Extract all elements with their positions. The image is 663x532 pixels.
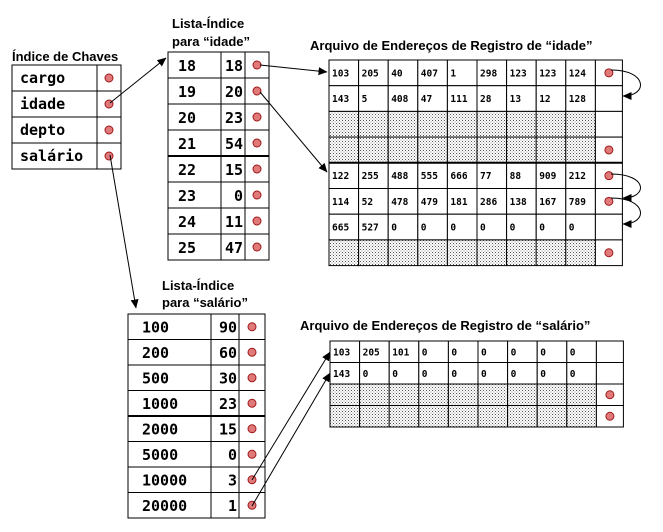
address-cell [508, 406, 538, 428]
address-value: 488 [391, 171, 409, 183]
address-cell [478, 384, 508, 406]
address-value: 0 [392, 368, 398, 380]
pointer-dot-icon [605, 249, 613, 257]
arrow-salario-to-list [110, 155, 136, 308]
pointer-dot-icon [253, 243, 261, 251]
address-cell [477, 111, 507, 137]
address-value: 0 [391, 222, 397, 234]
key-label: salário [20, 147, 84, 165]
address-cell [389, 406, 419, 428]
pointer-dot-icon [606, 391, 614, 399]
address-value: 0 [421, 368, 428, 380]
pointer-dot-icon [253, 165, 261, 173]
idade-index-list [168, 52, 269, 260]
list-count-value: 1 [227, 497, 237, 515]
list-count-value: 23 [218, 395, 237, 413]
address-cell [477, 240, 507, 266]
address-value: 212 [568, 171, 586, 183]
list-key-value: 1000 [142, 395, 179, 413]
list-key-value: 19 [178, 83, 197, 101]
address-value: 47 [420, 94, 433, 106]
list-key-value: 20 [178, 109, 197, 127]
list-count-value: 23 [224, 109, 243, 127]
address-value: 789 [568, 196, 586, 208]
salario-list-subtitle: para “salário” [162, 295, 248, 310]
list-key-value: 24 [178, 213, 197, 231]
address-value: 478 [391, 196, 409, 208]
key-label: depto [20, 121, 66, 139]
address-cell [388, 137, 418, 163]
address-cell [566, 111, 596, 137]
address-cell [566, 240, 596, 266]
address-value: 0 [540, 368, 546, 380]
next-block-cell [596, 363, 623, 385]
pointer-dot-icon [248, 425, 256, 433]
address-value: 13 [509, 94, 522, 106]
salario-file-title: Arquivo de Endereços de Registro de “salário” [300, 318, 591, 333]
address-cell [360, 406, 390, 428]
address-value: 0 [510, 368, 517, 380]
address-value: 52 [361, 196, 374, 208]
list-count-value: 30 [218, 369, 237, 388]
address-cell [418, 240, 448, 266]
address-value: 128 [568, 94, 586, 106]
address-value: 88 [509, 171, 522, 183]
address-cell [388, 240, 418, 266]
address-cell [359, 137, 389, 163]
address-value: 167 [539, 196, 557, 208]
address-cell [447, 240, 477, 266]
list-key-value: 21 [178, 135, 197, 153]
address-value: 111 [450, 94, 468, 106]
idade-address-file [329, 60, 622, 266]
address-cell [477, 137, 507, 163]
address-value: 407 [420, 68, 438, 80]
address-value: 0 [450, 222, 457, 234]
address-cell [418, 111, 448, 137]
key-index-table [12, 65, 121, 169]
key-label: idade [20, 95, 66, 113]
address-cell [448, 384, 478, 406]
address-value: 479 [420, 196, 438, 208]
address-value: 298 [480, 68, 498, 80]
list-count-value: 15 [224, 161, 243, 179]
list-count-value: 20 [224, 83, 243, 101]
address-cell [507, 240, 537, 266]
address-value: 408 [391, 94, 409, 106]
salario-address-file [330, 341, 623, 427]
list-key-value: 22 [178, 161, 197, 179]
address-cell [330, 406, 360, 428]
pointer-dot-icon [248, 374, 256, 382]
list-key-value: 5000 [142, 446, 179, 464]
address-value: 181 [450, 196, 468, 208]
pointer-dot-icon [605, 197, 613, 205]
address-value: 124 [568, 68, 586, 80]
pointer-dot-icon [105, 152, 113, 160]
address-value: 909 [539, 171, 557, 183]
pointer-dot-icon [248, 399, 256, 407]
address-value: 0 [451, 368, 458, 380]
address-cell [447, 111, 477, 137]
address-cell [419, 406, 449, 428]
address-value: 527 [361, 222, 379, 234]
salario-list-title: Lista-Índice [162, 278, 235, 293]
address-cell [360, 384, 390, 406]
list-key-value: 25 [178, 239, 197, 257]
pointer-dot-icon [253, 113, 261, 121]
address-value: 555 [420, 171, 438, 183]
address-cell [329, 111, 359, 137]
list-key-value: 2000 [142, 420, 179, 439]
address-cell [419, 384, 449, 406]
address-cell [537, 384, 567, 406]
list-count-value: 0 [227, 446, 237, 464]
address-value: 143 [333, 368, 351, 380]
next-block-cell [595, 214, 622, 240]
list-count-value: 0 [233, 187, 243, 205]
list-key-cell [128, 340, 211, 366]
list-count-value: 18 [224, 57, 243, 75]
address-cell [329, 240, 359, 266]
address-value: 123 [509, 68, 527, 80]
pointer-dot-icon [605, 146, 613, 154]
key-label: cargo [20, 69, 66, 87]
address-value: 0 [540, 347, 546, 359]
address-value: 0 [451, 347, 458, 359]
pointer-dot-icon [253, 217, 261, 225]
address-value: 0 [569, 368, 576, 380]
pointer-dot-icon [253, 87, 261, 95]
address-value: 28 [480, 94, 492, 106]
address-cell [536, 137, 566, 163]
idade-file-title: Arquivo de Endereços de Registro de “idade” [310, 38, 593, 53]
salario-index-list [128, 314, 265, 518]
list-key-value: 20000 [142, 497, 188, 515]
address-value: 1 [450, 68, 457, 80]
address-value: 0 [568, 222, 575, 234]
address-cell [537, 406, 567, 428]
address-value: 123 [539, 68, 557, 80]
pointer-dot-icon [248, 323, 256, 331]
pointer-dot-icon [606, 412, 614, 420]
address-value: 143 [332, 94, 350, 106]
address-value: 0 [420, 222, 427, 234]
address-value: 103 [332, 68, 350, 80]
next-block-cell [596, 341, 623, 363]
address-value: 0 [539, 222, 545, 234]
pointer-dot-icon [253, 61, 261, 69]
list-count-value: 47 [224, 239, 243, 257]
address-value: 77 [480, 171, 492, 183]
address-cell [388, 111, 418, 137]
address-value: 0 [481, 368, 487, 380]
address-value: 0 [481, 347, 487, 359]
pointer-dot-icon [105, 126, 113, 134]
pointer-dot-icon [253, 191, 261, 199]
list-count-value: 60 [218, 344, 237, 362]
address-cell [359, 240, 389, 266]
address-value: 40 [391, 68, 403, 80]
list-key-value: 18 [178, 57, 197, 75]
address-value: 103 [333, 347, 351, 359]
address-value: 255 [361, 171, 379, 183]
list-count-value: 90 [218, 318, 237, 337]
address-value: 0 [569, 347, 576, 359]
address-cell [329, 137, 359, 163]
address-value: 666 [450, 171, 468, 183]
address-cell [536, 111, 566, 137]
address-value: 665 [332, 222, 350, 234]
address-cell [536, 240, 566, 266]
list-key-value: 200 [142, 344, 170, 362]
list-key-cell [128, 314, 211, 340]
pointer-dot-icon [605, 172, 613, 180]
address-value: 286 [480, 196, 498, 208]
address-value: 0 [421, 347, 428, 359]
address-cell [418, 137, 448, 163]
next-block-cell [595, 86, 622, 112]
address-value: 12 [539, 94, 551, 106]
address-cell [330, 384, 360, 406]
pointer-dot-icon [253, 139, 261, 147]
list-key-value: 100 [142, 318, 170, 337]
address-cell [359, 111, 389, 137]
address-cell [478, 406, 508, 428]
address-cell [567, 384, 597, 406]
address-cell [448, 406, 478, 428]
address-value: 5 [361, 94, 368, 106]
address-value: 205 [362, 347, 380, 359]
pointer-dot-icon [105, 74, 113, 82]
address-cell [566, 137, 596, 163]
list-count-value: 11 [224, 213, 243, 231]
address-value: 114 [332, 196, 350, 208]
address-value: 0 [480, 222, 486, 234]
list-count-value: 54 [224, 135, 243, 153]
next-block-cell [595, 111, 622, 137]
list-key-value: 10000 [142, 471, 188, 490]
list-count-value: 3 [227, 471, 237, 490]
list-key-cell [128, 365, 211, 391]
address-cell [389, 384, 419, 406]
list-key-value: 23 [178, 187, 197, 205]
address-cell [507, 111, 537, 137]
address-value: 122 [332, 171, 350, 183]
pointer-dot-icon [248, 348, 256, 356]
arrow-19-to-file [260, 92, 327, 172]
address-cell [508, 384, 538, 406]
idade-list-subtitle: para “idade” [172, 34, 251, 49]
address-cell [447, 137, 477, 163]
arrow-18-to-file [260, 65, 327, 72]
address-cell [507, 137, 537, 163]
idade-list-title: Lista-Índice [172, 16, 245, 31]
address-value: 0 [362, 368, 369, 380]
address-value: 138 [509, 196, 527, 208]
pointer-dot-icon [248, 450, 256, 458]
address-cell [567, 406, 597, 428]
list-count-value: 15 [218, 420, 237, 439]
address-value: 101 [392, 347, 410, 359]
address-value: 0 [510, 347, 517, 359]
list-key-value: 500 [142, 369, 170, 388]
key-index-title: Índice de Chaves [12, 49, 119, 64]
address-value: 0 [509, 222, 516, 234]
address-value: 205 [361, 68, 379, 80]
